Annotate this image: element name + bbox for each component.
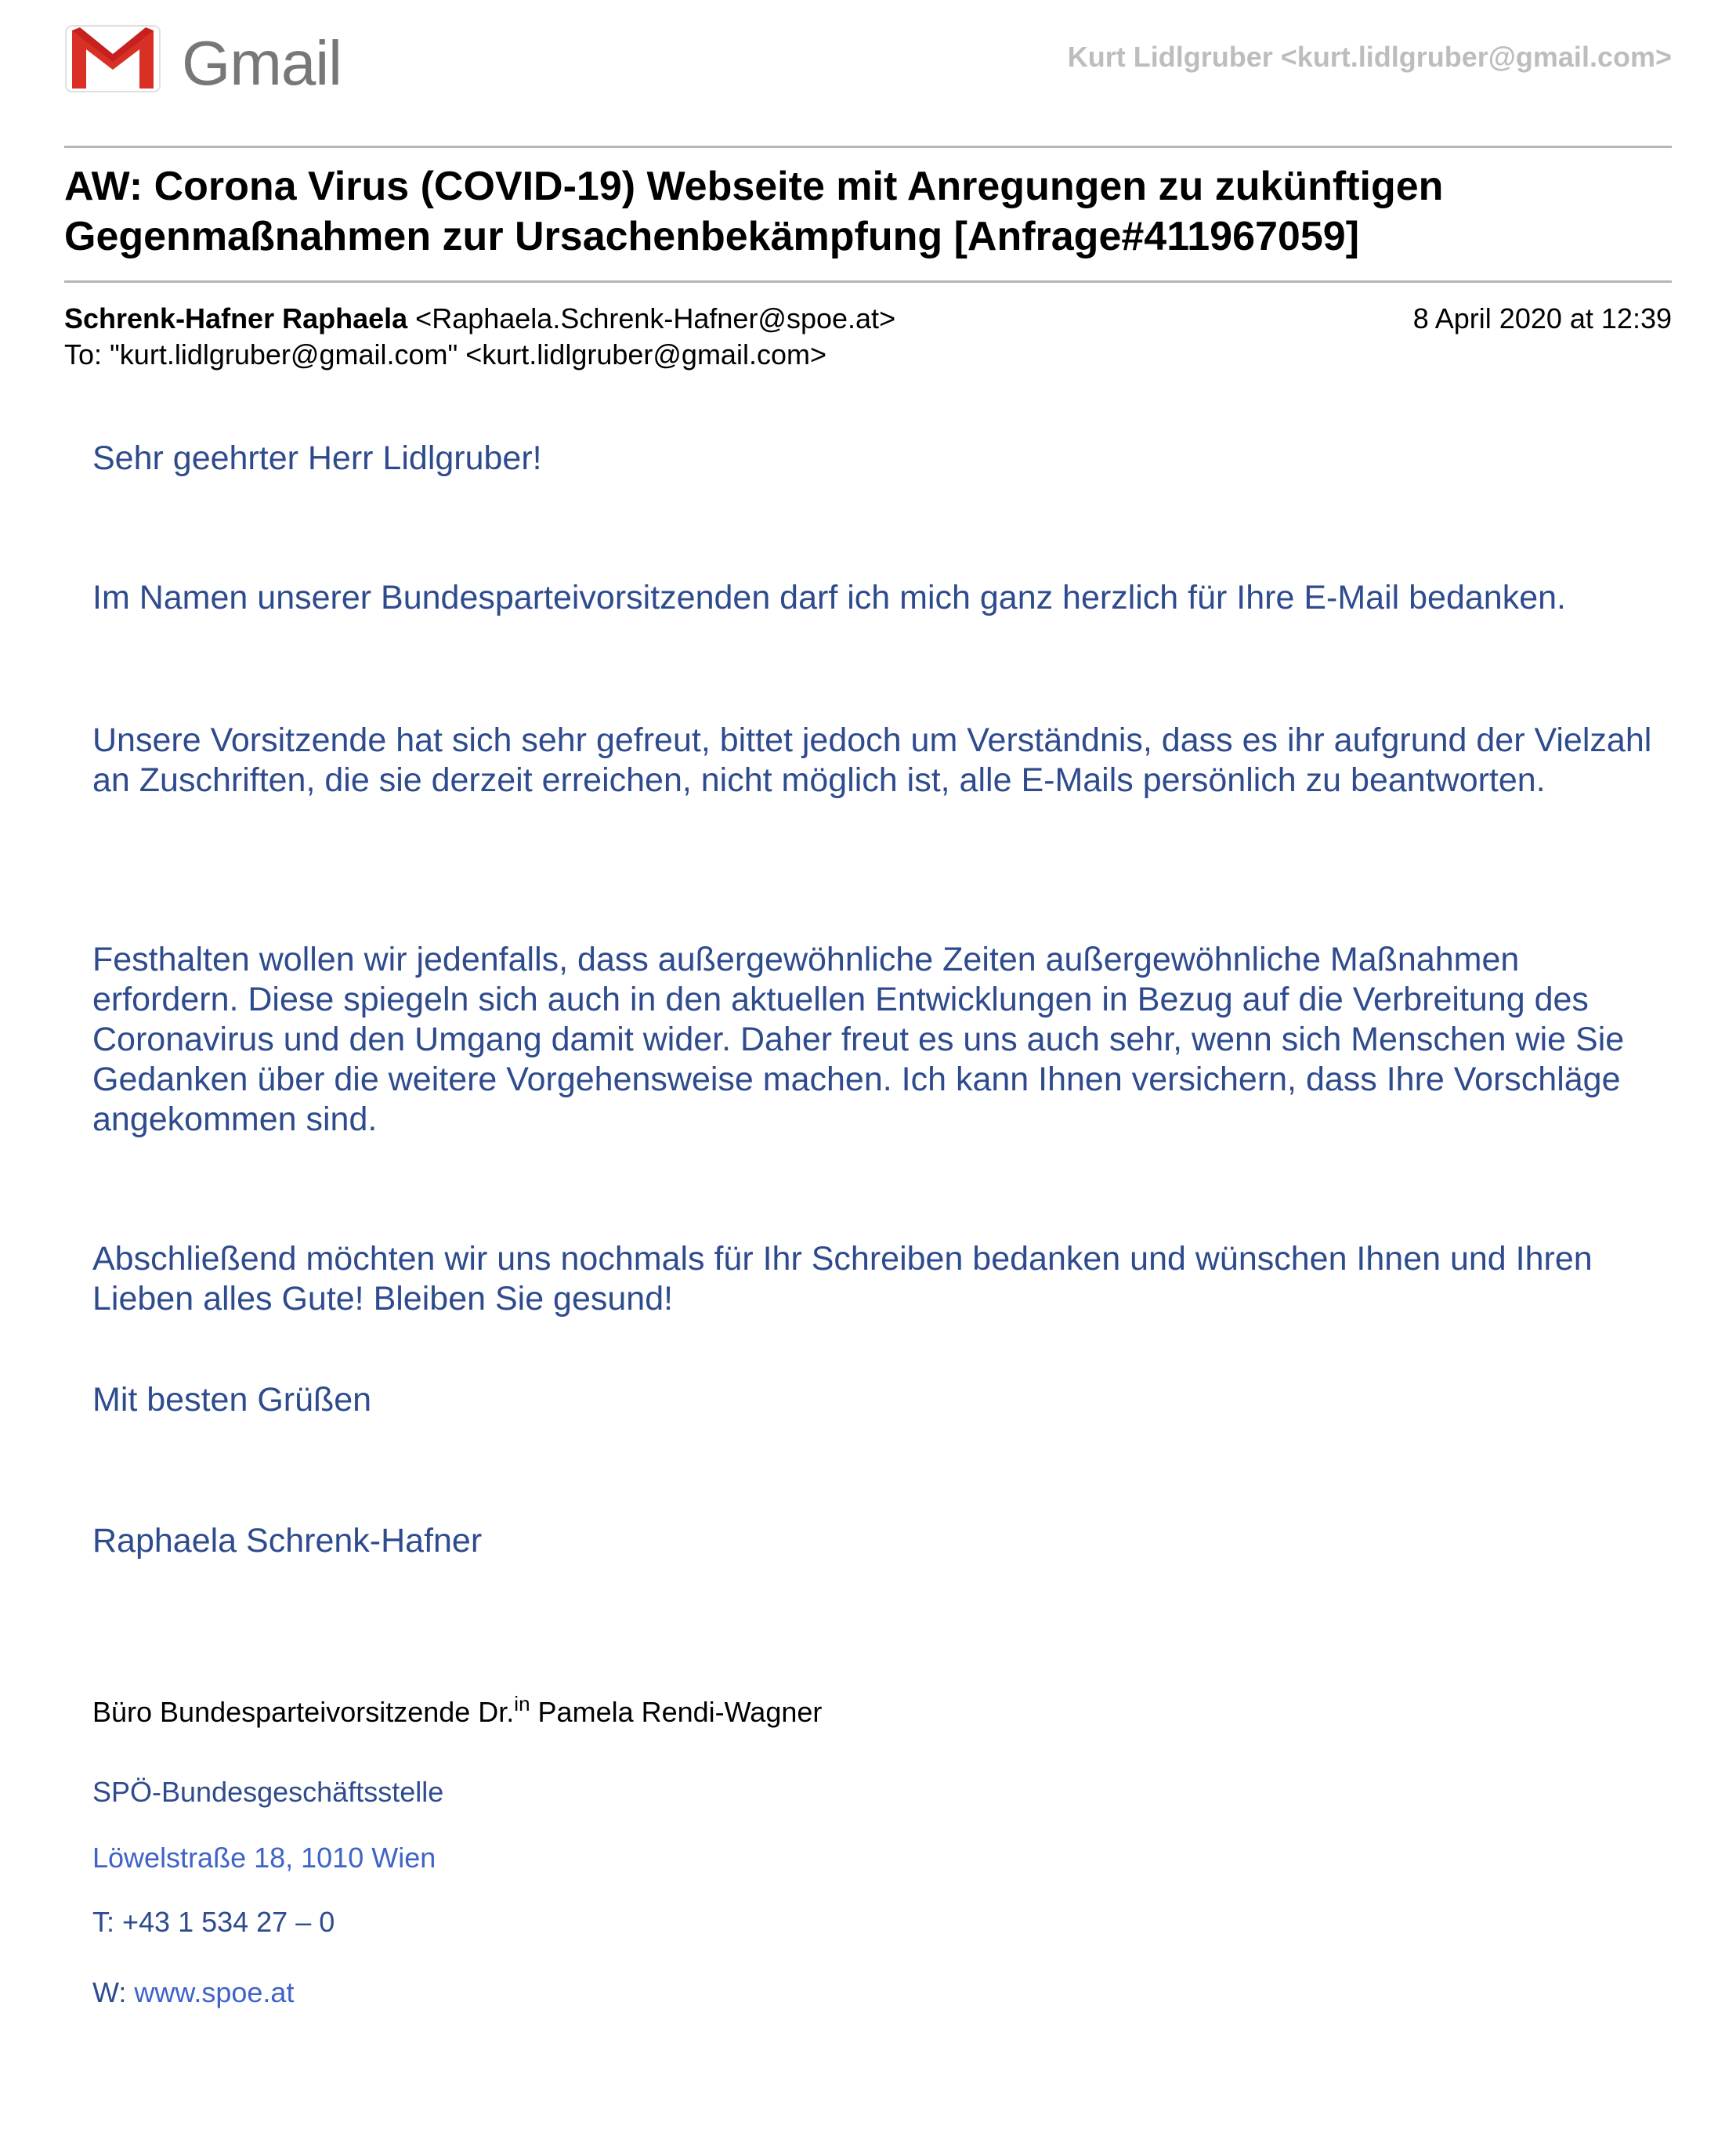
gmail-logo — [64, 21, 362, 99]
office-suffix: Pamela Rendi-Wagner — [530, 1696, 823, 1728]
recipient-line: To: "kurt.lidlgruber@gmail.com" <kurt.lidlgruber@gmail.com> — [64, 338, 826, 371]
web-label: W: — [92, 1976, 135, 2008]
closing: Mit besten Grüßen — [92, 1381, 372, 1419]
email-date: 8 April 2020 at 12:39 — [1412, 302, 1672, 334]
greeting: Sehr geehrter Herr Lidlgruber! — [92, 439, 542, 477]
header — [64, 17, 1672, 96]
sender-email: <Raphaela.Schrenk-Hafner@spoe.at> — [415, 302, 896, 334]
sender-name: Schrenk-Hafner Raphaela — [64, 302, 408, 334]
body-paragraph: Unsere Vorsitzende hat sich sehr gefreut, bittet jedoch um Verständnis, dass es ihr aufgrund der Vielzahl an Zuschriften, die sie derzeit erreichen, nicht möglich ist, alle E-Mails persönlich zu beantworten. — [92, 721, 1652, 799]
office-superscript: in — [514, 1692, 530, 1715]
divider-subject — [64, 280, 1672, 283]
signature-phone: T: +43 1 534 27 – 0 — [92, 1906, 335, 1938]
signature-web — [92, 1976, 1659, 2010]
signature-address-link[interactable]: Löwelstraße 18, 1010 Wien — [92, 1842, 436, 1874]
body-paragraph: Festhalten wollen wir jedenfalls, dass außergewöhnliche Zeiten außergewöhnliche Maßnahmen erfordern. Diese spiegeln sich auch in den aktuellen Entwicklungen in Bezug auf die Verbreitung des Coronavirus und den Umgang damit wider. Daher freut es uns auch sehr, wenn sich Menschen wie Sie Gedanken über die weitere Vorgehensweise machen. Ich kann Ihnen versichern, dass Ihre Vorschläge angekommen sind. — [92, 941, 1625, 1138]
signature-name: Raphaela Schrenk-Hafner — [92, 1522, 483, 1560]
gmail-envelope-icon — [64, 21, 161, 93]
divider-top — [64, 146, 1672, 148]
gmail-wordmark: Gmail — [182, 28, 342, 98]
office-prefix: Büro Bundesparteivorsitzende Dr. — [92, 1696, 515, 1728]
body-paragraph: Abschließend möchten wir uns nochmals für Ihr Schreiben bedanken und wünschen Ihnen und Ihren Lieben alles Gute! Bleiben Sie gesund! — [92, 1240, 1593, 1318]
signature-org: SPÖ-Bundesgeschäftsstelle — [92, 1776, 444, 1808]
account-label: Kurt Lidlgruber <kurt.lidlgruber@gmail.com> — [1067, 41, 1672, 73]
signature-office — [92, 1692, 1659, 1730]
body-paragraph: Im Namen unserer Bundesparteivorsitzenden darf ich mich ganz herzlich für Ihre E-Mail bedanken. — [92, 579, 1566, 616]
email-meta — [64, 301, 1672, 373]
website-link[interactable]: www.spoe.at — [134, 1976, 295, 2008]
email-subject: AW: Corona Virus (COVID-19) Webseite mit Anregungen zu zukünftigen Gegenmaßnahmen zur Ursachenbekämpfung [Anfrage#411967059] — [64, 164, 1444, 259]
